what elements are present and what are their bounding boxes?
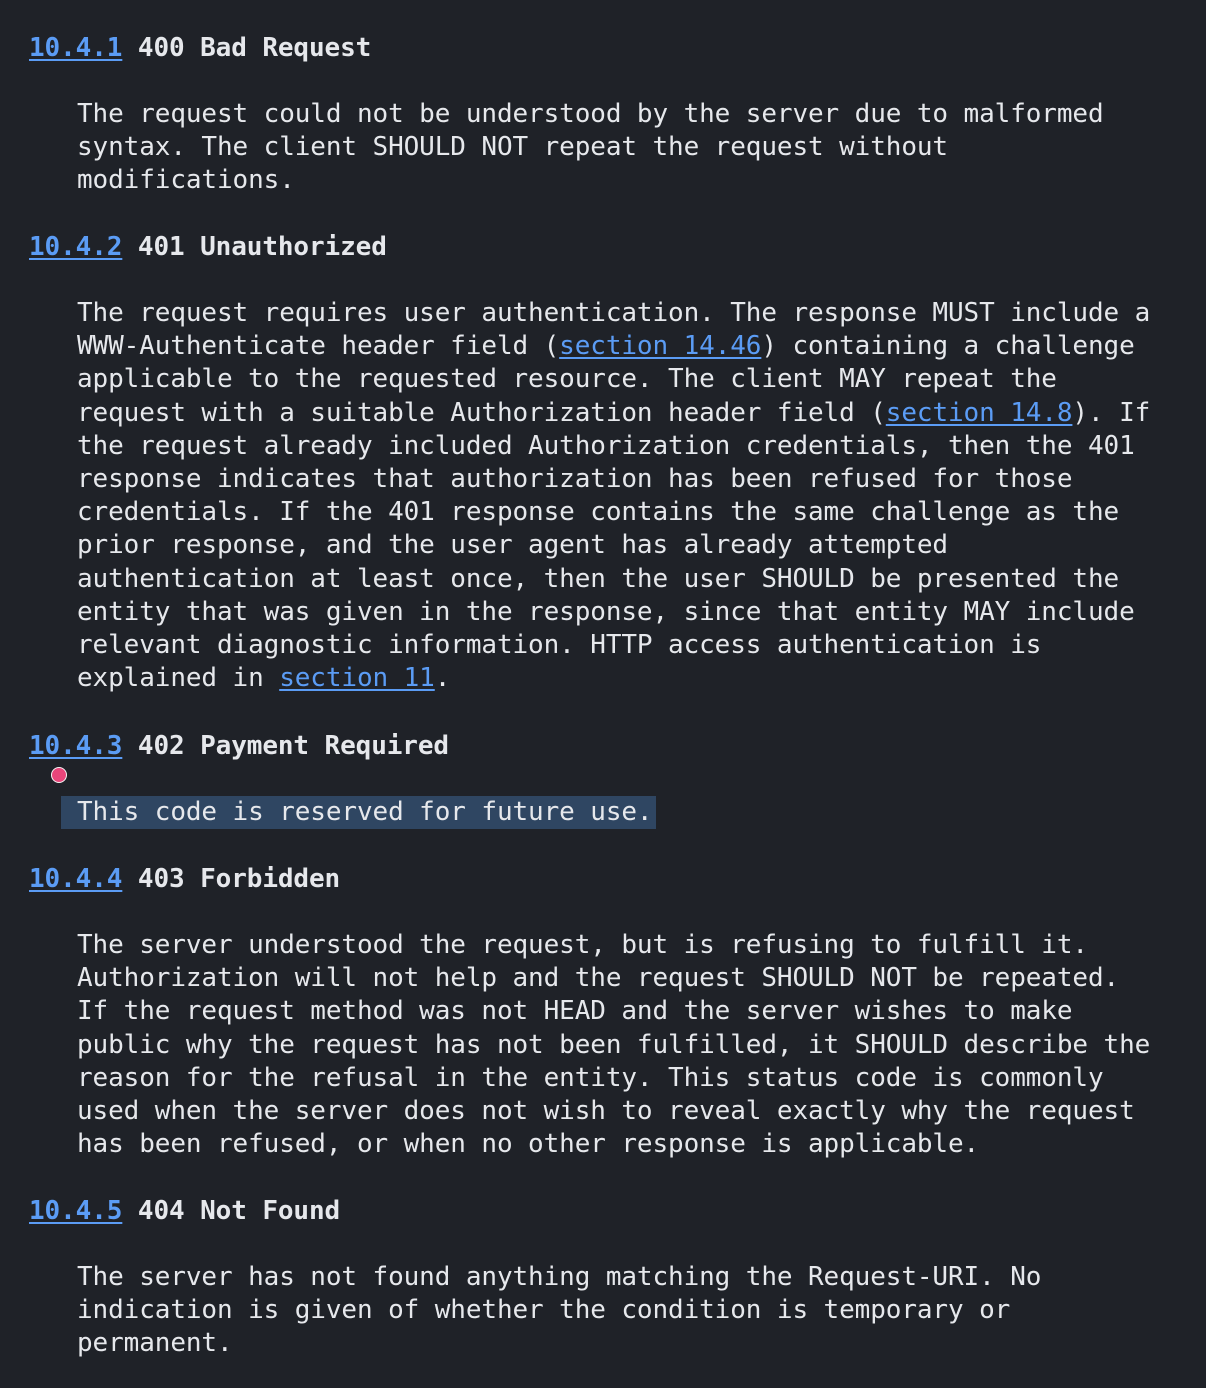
- section-body-10-4-1: The request could not be understood by the server due to malformed syntax. The client SHOULD NOT repeat the request without modifications.: [77, 99, 1104, 196]
- section-link-10-4-4[interactable]: 10.4.4: [29, 864, 123, 894]
- section-body-10-4-4: The server understood the request, but is refusing to fulfill it. Authorization will not help and the request SHOULD NOT be repeated. If the request method was not HEAD and the server wishes to make public why the request has not been fulfilled, it SHOULD describe the reason for the refusal in the entity. This status code is commonly used when the server does not wish to reveal exactly why the request has been refused, or when no other response is applicable.: [77, 930, 1151, 1160]
- selection-handle-dot[interactable]: [51, 767, 67, 783]
- section-heading-10-4-4: [29, 863, 340, 896]
- section-title: 403 Forbidden: [137, 864, 341, 894]
- section-link-10-4-5[interactable]: 10.4.5: [29, 1196, 123, 1226]
- section-heading-10-4-5: [29, 1195, 340, 1228]
- section-heading-10-4-1: [29, 32, 371, 65]
- section-body-10-4-3: [77, 796, 656, 829]
- section-link-10-4-1[interactable]: 10.4.1: [29, 33, 123, 63]
- section-body-10-4-5: The server has not found anything matching the Request-URI. No indication is given of whether the condition is temporary or permanent.: [77, 1262, 1042, 1359]
- section-link-10-4-2[interactable]: 10.4.2: [29, 232, 123, 262]
- link-section-14-46[interactable]: section 14.46: [559, 331, 762, 362]
- section-title: 404 Not Found: [137, 1196, 341, 1226]
- section-link-10-4-3[interactable]: 10.4.3: [29, 731, 123, 761]
- link-section-14-8[interactable]: section 14.8: [885, 397, 1073, 428]
- section-heading-10-4-2: [29, 231, 387, 264]
- section-title: 402 Payment Required: [137, 731, 449, 761]
- section-title: 400 Bad Request: [137, 33, 372, 63]
- section-body-10-4-2: The request requires user authentication. The response MUST include a WWW-Authenticate header field (section 14.46) containing a challenge applicable to the requested resource. The client MAY repeat the request with a suitable Authorization header field (section 14.8). If the request already included Authorization credentials, then the 401 response indicates that authorization has been refused for those credentials. If the 401 response contains the same challenge as the prior response, and the user agent has already attempted authentication at least once, then the user SHOULD be presented the entity that was given in the response, since that entity MAY include relevant diagnostic information. HTTP access authentication is explained in section 11.: [77, 298, 1151, 694]
- selected-text-highlight[interactable]: This code is reserved for future use.: [61, 796, 656, 829]
- section-title: 401 Unauthorized: [137, 232, 387, 262]
- section-heading-10-4-3: [29, 730, 449, 763]
- link-section-11[interactable]: section 11: [279, 663, 435, 694]
